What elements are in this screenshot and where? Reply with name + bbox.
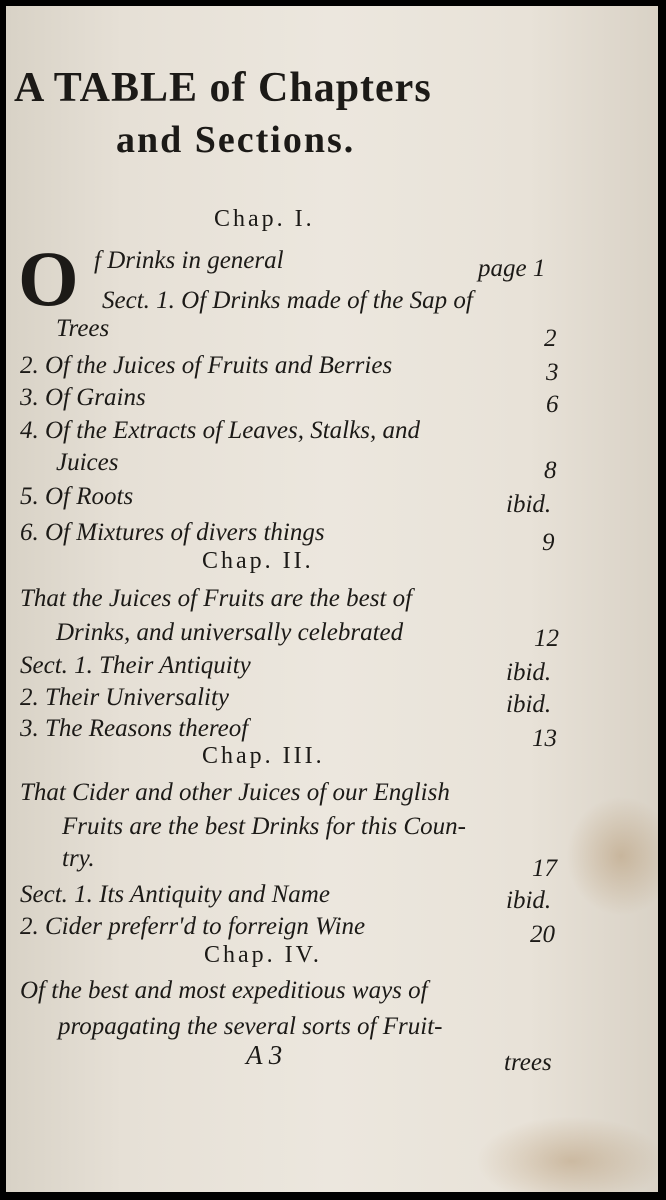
drop-cap: O — [18, 235, 79, 322]
chapter-intro: That Cider and other Juices of our English — [20, 779, 450, 806]
page-ref: 9 — [542, 529, 555, 556]
chapter-heading: Chap. I. — [214, 206, 315, 232]
section-entry: Sect. 1. Its Antiquity and Name — [20, 881, 330, 908]
page-title: A TABLE of Chapters — [14, 65, 432, 111]
section-entry: 2. Cider preferr'd to forreign Wine — [20, 913, 366, 940]
page-ref: 20 — [530, 921, 555, 948]
section-entry: Sect. 1. Their Antiquity — [20, 652, 251, 679]
section-entry-cont: Juices — [56, 449, 119, 476]
age-stain — [566, 796, 658, 916]
page-ref: 2 — [544, 325, 557, 352]
chapter-intro-cont: Fruits are the best Drinks for this Coun- — [62, 813, 466, 840]
section-entry: 2. Their Universality — [20, 684, 230, 711]
page-ref: ibid. — [506, 691, 552, 718]
section-entry: 3. The Reasons thereof — [20, 715, 249, 742]
page-ref: ibid. — [506, 659, 552, 686]
catchword: trees — [504, 1049, 552, 1076]
section-entry-cont: Trees — [56, 315, 110, 342]
chapter-intro: That the Juices of Fruits are the best of — [20, 585, 413, 612]
chapter-intro: f Drinks in general — [94, 247, 284, 274]
book-page — [6, 6, 658, 1192]
chapter-intro-cont: try. — [62, 845, 95, 872]
chapter-intro-cont: propagating the several sorts of Fruit- — [58, 1013, 443, 1040]
chapter-heading: Chap. IV. — [204, 942, 322, 968]
page-ref: 3 — [546, 359, 559, 386]
section-entry: 5. Of Roots — [20, 483, 134, 510]
signature-mark: A 3 — [246, 1040, 283, 1070]
page-ref: 6 — [546, 391, 559, 418]
section-entry: 3. Of Grains — [20, 384, 146, 411]
age-stain — [476, 1116, 658, 1192]
chapter-heading: Chap. II. — [202, 548, 314, 574]
page-ref: 17 — [532, 855, 557, 882]
section-entry: Sect. 1. Of Drinks made of the Sap of — [102, 287, 473, 314]
page-subtitle: and Sections. — [116, 119, 356, 161]
page-ref: 8 — [544, 457, 557, 484]
section-entry: 6. Of Mixtures of divers things — [20, 519, 325, 546]
page-ref: 12 — [534, 625, 559, 652]
page-ref: ibid. — [506, 491, 552, 518]
page-ref: ibid. — [506, 887, 552, 914]
page-ref: 13 — [532, 725, 557, 752]
chapter-heading: Chap. III. — [202, 743, 325, 769]
chapter-intro-cont: Drinks, and universally celebrated — [56, 619, 404, 646]
page-ref: page 1 — [478, 255, 546, 282]
section-entry: 4. Of the Extracts of Leaves, Stalks, and — [20, 417, 420, 444]
section-entry: 2. Of the Juices of Fruits and Berries — [20, 352, 393, 379]
chapter-intro: Of the best and most expeditious ways of — [20, 977, 428, 1004]
